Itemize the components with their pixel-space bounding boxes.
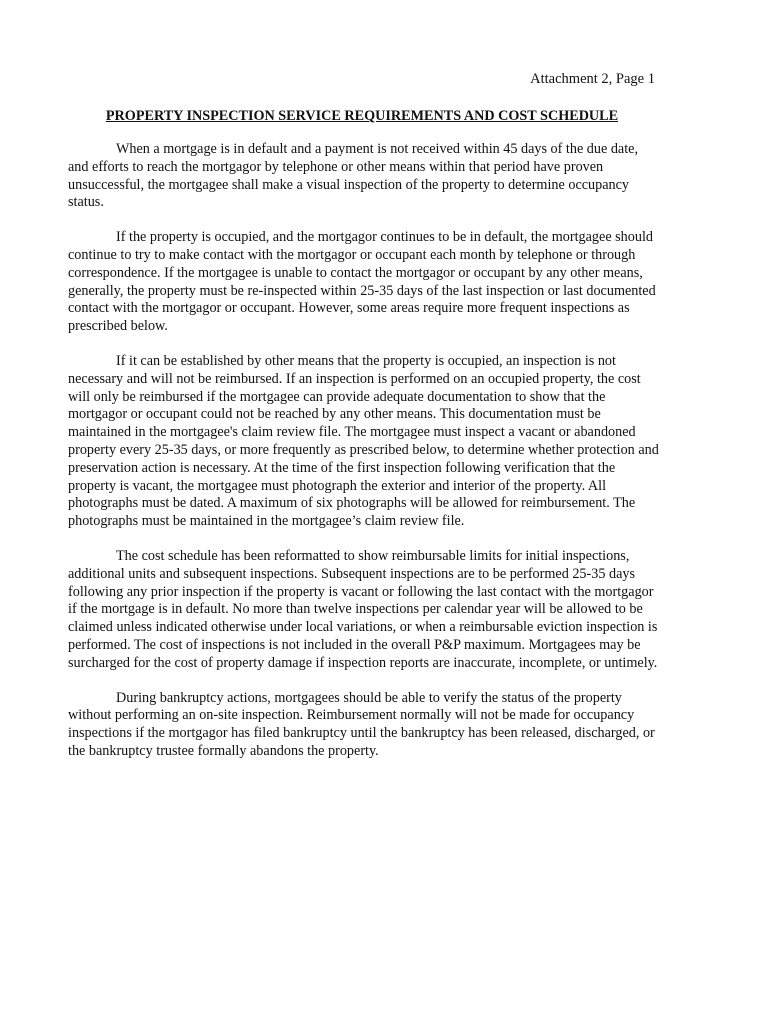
paragraph-reimbursement-rules: If it can be established by other means that the property is occupied, an inspection is not necessary and will not be reimbursed. If an inspection is performed on an occupied property, the cost will only be reimbursed if the mortgagee can provide adequate documentation to show that the mortgagor or occupant could not be reached by any other means. This documentation must be maintained in the mortgagee's claim review file. The mortgagee must inspect a vacant or abandoned property every 25-35 days, or more frequently as prescribed below, to determine whether protection and preservation action is necessary. At the time of the first inspection following verification that the property is vacant, the mortgagee must photograph the exterior and interior of the property. All photographs must be dated. A maximum of six photographs will be allowed for reimbursement. The photographs must be maintained in the mortgagee’s claim review file. <box>68 352 659 530</box>
paragraph-default-inspection: When a mortgage is in default and a payment is not received within 45 days of the due date, and efforts to reach the mortgagor by telephone or other means within that period have proven unsuccessful, the mortgagee shall make a visual inspection of the property to determine occupancy status. <box>68 141 639 211</box>
document-title: PROPERTY INSPECTION SERVICE REQUIREMENTS AND COST SCHEDULE <box>105 108 619 124</box>
paragraph-occupied-property: If the property is occupied, and the mortgagor continues to be in default, the mortgagee should continue to try to make contact with the mortgagor or occupant each month by telephone or through correspondence. If the mortgagee is unable to contact the mortgagor or occupant by any other means, generally, the property must be re-inspected within 25-35 days of the last inspection or last documented contact with the mortgagor or occupant. However, some areas require more frequent inspections as prescribed below. <box>68 229 656 335</box>
paragraph-cost-schedule: The cost schedule has been reformatted to show reimbursable limits for initial inspections, additional units and subsequent inspections. Subsequent inspections are to be performed 25-35 days following any prior inspection if the property is vacant or following the last contact with the mortgagor if the mortgage is in default. No more than twelve inspections per calendar year will be allowed to be claimed unless indicated otherwise under local variations, or when a reimbursable eviction inspection is performed. The cost of inspections is not included in the overall P&P maximum. Mortgagees may be surcharged for the cost of property damage if inspection reports are inaccurate, incomplete, or untimely. <box>68 547 658 671</box>
document-body <box>68 141 660 778</box>
paragraph-bankruptcy: During bankruptcy actions, mortgagees should be able to verify the status of the property without performing an on-site inspection. Reimbursement normally will not be made for occupancy inspections if the mortgagor has filed bankruptcy until the bankruptcy has been released, discharged, or the bankruptcy trustee formally abandons the property. <box>68 689 655 759</box>
page-label: Attachment 2, Page 1 <box>530 71 655 87</box>
